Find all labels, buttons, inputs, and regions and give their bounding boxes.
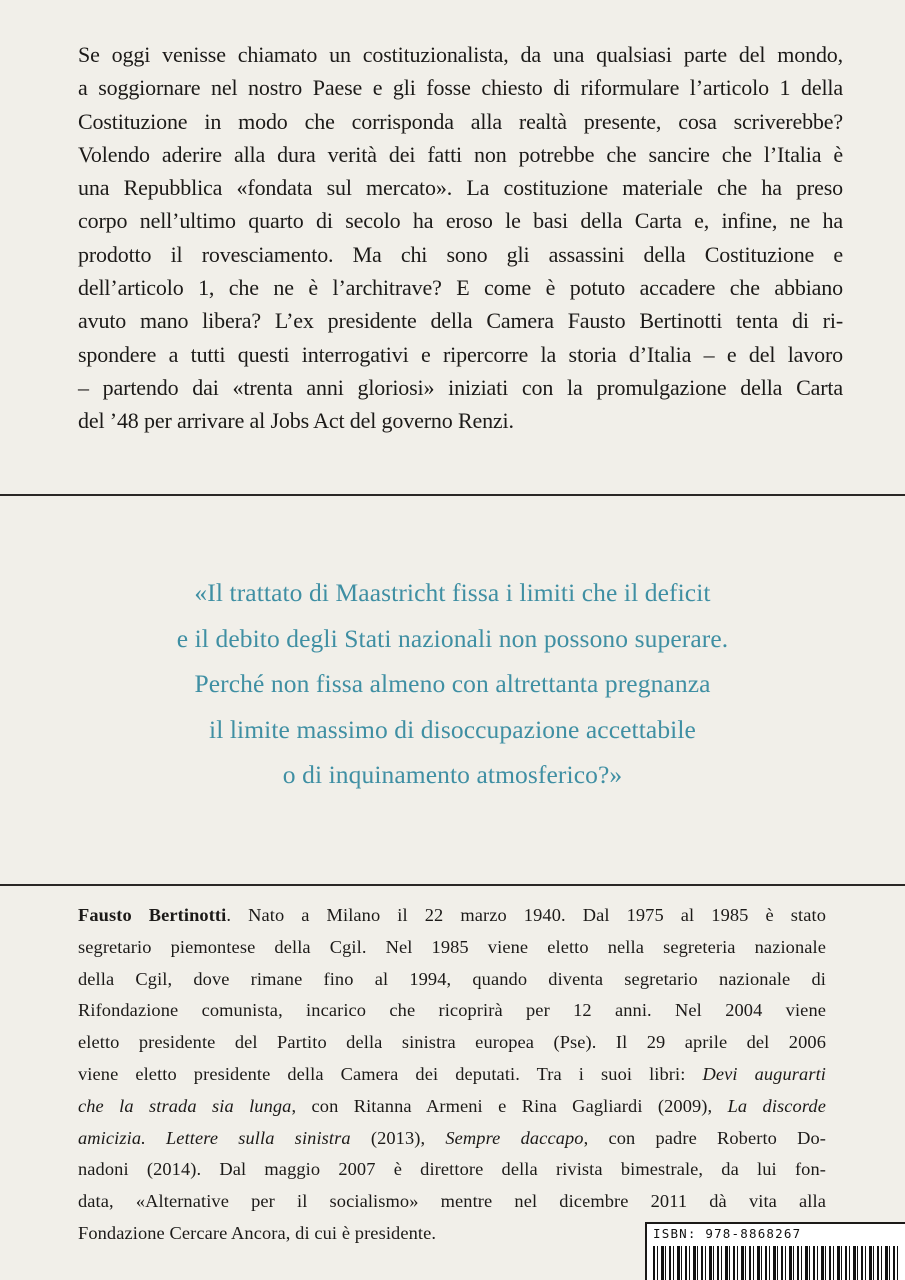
author-name: Fausto Bertinotti xyxy=(78,905,227,925)
blurb-line: Volendo aderire alla dura verità dei fatti non potrebbe che sancire che l’Italia è xyxy=(78,141,843,167)
quote-line: Perché non fissa almeno con altrettanta pregnanza xyxy=(194,669,711,698)
quote-line: «Il trattato di Maastricht fissa i limiti che il deficit xyxy=(194,578,711,607)
bio-text: , con padre Roberto Do- xyxy=(583,1127,827,1148)
blurb-line: spondere a tutti questi interrogativi e ripercorre la storia d’Italia – e del lavoro xyxy=(78,341,843,367)
bio-line: Rifondazione comunista, incarico che ricoprirà per 12 anni. Nel 2004 viene xyxy=(78,1000,826,1021)
bio-line xyxy=(78,900,826,932)
bio-line: segretario piemontese della Cgil. Nel 1985 viene eletto nella segreteria nazionale xyxy=(78,936,826,957)
blurb-line: una Repubblica «fondata sul mercato». La costituzione materiale che ha preso xyxy=(78,175,843,201)
bio-line xyxy=(78,1123,826,1155)
bio-line: della Cgil, dove rimane fino al 1994, quando diventa segretario nazionale di xyxy=(78,968,826,989)
isbn-barcode xyxy=(645,1222,905,1280)
blurb-line: – partendo dai «trenta anni gloriosi» iniziati con la promulgazione della Carta xyxy=(78,374,843,400)
blurb-line: prodotto il rovesciamento. Ma chi sono gli assassini della Costituzione e xyxy=(78,241,843,267)
book-title: amicizia. Lettere sulla sinistra xyxy=(78,1127,351,1148)
blurb-paragraph xyxy=(78,38,843,438)
bio-text: . Nato a Milano il 22 marzo 1940. Dal 1975 al 1985 è stato xyxy=(226,905,826,925)
pull-quote xyxy=(0,570,905,798)
book-title: che la strada sia lunga xyxy=(78,1095,292,1116)
book-title: La discorde xyxy=(727,1095,826,1116)
isbn-label: ISBN: 978-8868267 xyxy=(653,1226,802,1241)
bio-text: (2013), xyxy=(350,1127,446,1148)
blurb-line: Se oggi venisse chiamato un costituzionalista, da una qualsiasi parte del mondo, xyxy=(78,42,843,67)
author-bio xyxy=(78,900,826,1250)
bio-text: viene eletto presidente della Camera dei deputati. Tra i suoi libri: xyxy=(78,1063,703,1084)
blurb-line: avuto mano libera? L’ex presidente della Camera Fausto Bertinotti tenta di ri- xyxy=(78,308,843,334)
quote-line: e il debito degli Stati nazionali non possono superare. xyxy=(176,623,729,653)
bio-line: eletto presidente del Partito della sinistra europea (Pse). Il 29 aprile del 2006 xyxy=(78,1032,826,1053)
blurb-line: Costituzione in modo che corrisponda alla realtà presente, cosa scriverebbe? xyxy=(78,108,843,134)
bio-line xyxy=(78,1059,826,1091)
barcode-bars xyxy=(653,1246,901,1280)
top-divider xyxy=(0,494,905,496)
blurb-line: dell’articolo 1, che ne è l’architrave? E come è potuto accadere che abbiano xyxy=(78,275,843,301)
book-title: Devi augurarti xyxy=(702,1063,826,1084)
blurb-line: del ’48 per arrivare al Jobs Act del governo Renzi. xyxy=(78,408,514,434)
book-title: Sempre daccapo xyxy=(445,1127,584,1148)
bio-line: Fondazione Cercare Ancora, di cui è presidente. xyxy=(78,1222,437,1243)
bio-line xyxy=(78,1091,826,1123)
bio-text: , con Ritanna Armeni e Rina Gagliardi (2009), xyxy=(291,1095,728,1116)
blurb-line: corpo nell’ultimo quarto di secolo ha eroso le basi della Carta e, infine, ne ha xyxy=(78,208,843,234)
blurb-line: a soggiornare nel nostro Paese e gli fosse chiesto di riformulare l’articolo 1 della xyxy=(78,75,843,101)
quote-line: il limite massimo di disoccupazione accettabile xyxy=(209,714,696,744)
bio-line: data, «Alternative per il socialismo» mentre nel dicembre 2011 dà vita alla xyxy=(78,1191,826,1212)
quote-line: o di inquinamento atmosferico?» xyxy=(282,760,623,789)
bio-line: nadoni (2014). Dal maggio 2007 è direttore della rivista bimestrale, da lui fon- xyxy=(78,1159,826,1180)
bottom-divider xyxy=(0,884,905,886)
